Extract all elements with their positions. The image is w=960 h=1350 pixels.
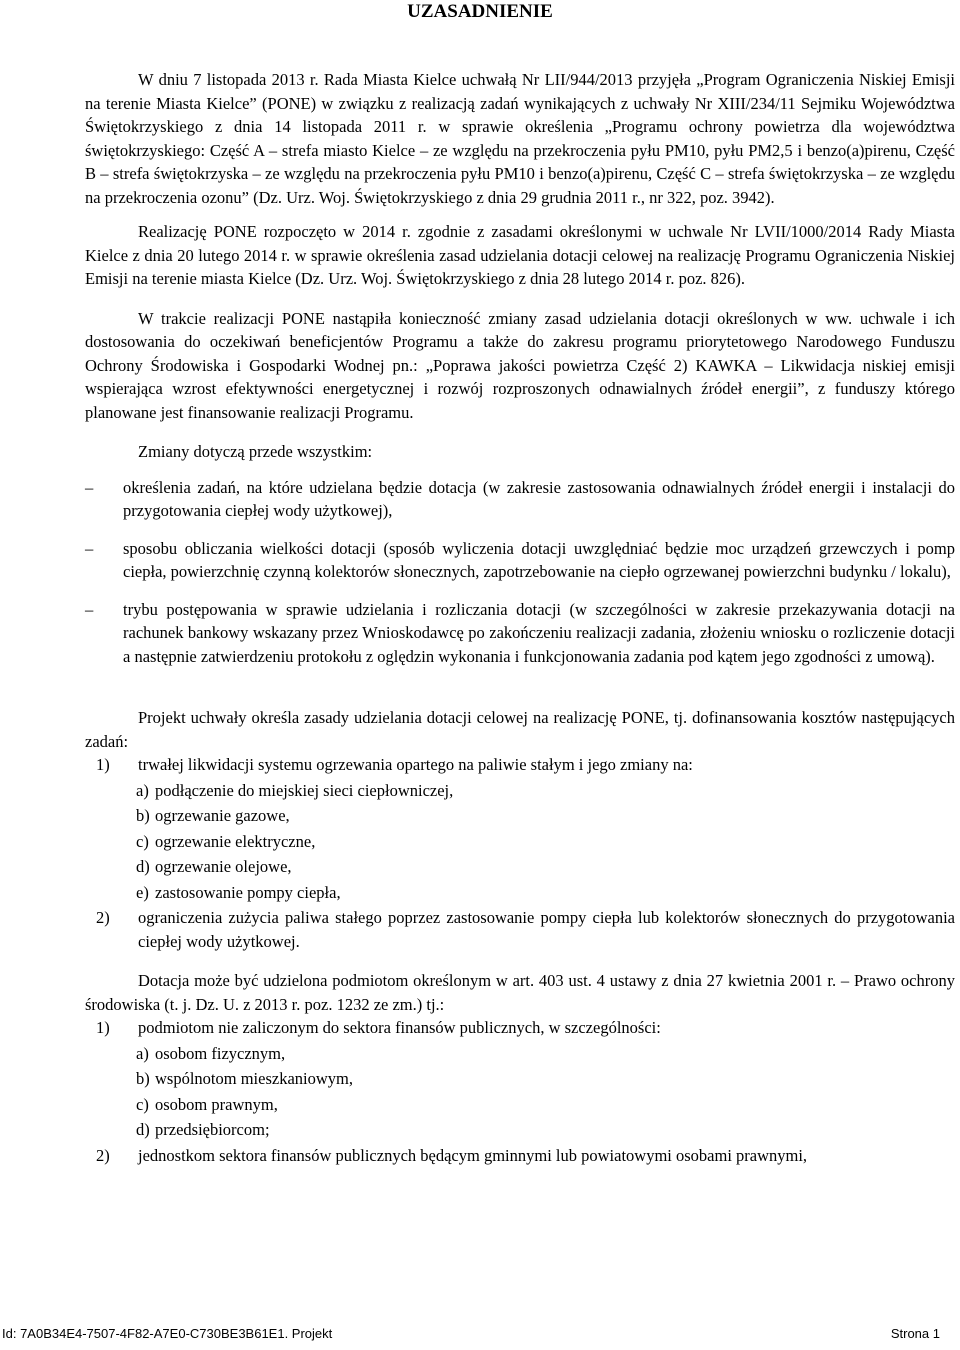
- list-letter: c): [136, 1094, 149, 1114]
- sub-list-item: [85, 779, 955, 803]
- list-item-text: ogrzewanie elektryczne,: [155, 831, 316, 851]
- entities-list: [85, 1016, 955, 1167]
- list-item-text: ogrzewanie olejowe,: [155, 857, 292, 876]
- list-number: 2): [96, 1145, 110, 1165]
- list-number: 1): [96, 1018, 110, 1037]
- list-item-text: podłączenie do miejskiej sieci ciepłowniczej,: [155, 780, 454, 800]
- paragraph-realization: Realizację PONE rozpoczęto w 2014 r. zgodnie z zasadami określonymi w uchwale Nr LVII/1000/2014 Rady Miasta Kielce z dnia 20 lutego 2014 r. w sprawie określenia zasad udzielania dotacji celowej na realizację Programu Ograniczenia Niskiej Emisji na terenie miasta Kielce (Dz. Urz. Woj. Świętokrzyskiego z dnia 28 lutego 2014 r. poz. 826).: [85, 222, 955, 288]
- list-letter: b): [136, 1069, 150, 1088]
- list-item-text: trybu postępowania w sprawie udzielania i rozliczania dotacji (w szczególności w zakresie przekazywania dotacji na rachunek bankowy wskazany przez Wnioskodawcę po zakończeniu realizacji zadania, złożeniu wniosku o rozliczenie dotacji a następnie zatwierdzeniu protokołu z oględzin wykonania i funkcjonowania zadania pod kątem jego zgodności z umową).: [123, 599, 955, 666]
- list-item-text: ograniczenia zużycia paliwa stałego poprzez zastosowanie pompy ciepła lub kolektorów słonecznych do przygotowania ciepłej wody użytkowej.: [138, 908, 955, 951]
- paragraph-changes-reason: W trakcie realizacji PONE nastąpiła konieczność zmiany zasad udzielania dotacji określonych w ww. uchwale i ich dostosowania do oczekiwań beneficjentów Programu a także do zakresu programu priorytetowego Narodowego Funduszu Ochrony Środowiska i Gospodarki Wodnej pn.: „Poprawa jakości powietrza Część 2) KAWKA – Likwidacja niskiej emisji wspierająca wzrost efektywności energetycznej i rozwój rozproszonych odnawialnych źródeł energii”, z funduszy którego planowane jest finansowanie realizacji Programu.: [85, 308, 955, 422]
- document-id: Id: 7A0B34E4-7507-4F82-A7E0-C730BE3B61E1. Projekt: [2, 1326, 333, 1341]
- list-item: [85, 598, 955, 669]
- sub-list-item: [85, 1067, 955, 1091]
- list-item-text: sposobu obliczania wielkości dotacji (sposób wyliczenia dotacji uwzględniać będzie moc urządzeń grzewczych i pomp ciepła, powierzchnię czynną kolektorów słonecznych, zapotrzebowanie na ciepło ogrzewanej powierzchni budynku / lokalu),: [123, 538, 955, 581]
- sub-list-item: [85, 1118, 955, 1142]
- list-item-text: osobom fizycznym,: [155, 1043, 286, 1063]
- document-body: [85, 68, 955, 1167]
- paragraph-project-scope: Projekt uchwały określa zasady udzielania dotacji celowej na realizację PONE, tj. dofinansowania kosztów następujących zadań:: [85, 708, 955, 751]
- list-item: [85, 476, 955, 523]
- list-letter: a): [136, 780, 149, 800]
- changes-list: [85, 476, 955, 669]
- list-item-text: jednostkom sektora finansów publicznych będącym gminnymi lub powiatowymi osobami prawnymi,: [138, 1145, 808, 1165]
- list-item: [85, 1144, 955, 1168]
- list-letter: a): [136, 1043, 149, 1063]
- sub-list-item: [85, 1093, 955, 1117]
- list-item: [85, 537, 955, 584]
- list-letter: d): [136, 1120, 150, 1139]
- list-item-text: osobom prawnym,: [155, 1094, 278, 1114]
- list-item-text: wspólnotom mieszkaniowym,: [155, 1069, 353, 1088]
- sub-list-item: [85, 881, 955, 905]
- tasks-list: [85, 753, 955, 953]
- list-item: [85, 753, 955, 777]
- paragraph-eligible-entities: Dotacja może być udzielona podmiotom określonym w art. 403 ust. 4 ustawy z dnia 27 kwietnia 2001 r. – Prawo ochrony środowiska (t. j. Dz. U. z 2013 r. poz. 1232 ze zm.) tj.:: [85, 971, 955, 1014]
- list-item-text: ogrzewanie gazowe,: [155, 806, 290, 825]
- list-item-text: określenia zadań, na które udzielana będzie dotacja (w zakresie zastosowania odnawialnych źródeł energii i instalacji do przygotowania ciepłej wody użytkowej),: [123, 477, 955, 520]
- page-number: Strona 1: [890, 1326, 940, 1341]
- list-letter: d): [136, 857, 150, 876]
- list-letter: b): [136, 806, 150, 825]
- list-item-text: przedsiębiorcom;: [155, 1120, 270, 1139]
- paragraph-changes-lead: Zmiany dotyczą przede wszystkim:: [138, 442, 373, 461]
- list-item-text: zastosowanie pompy ciepła,: [155, 882, 341, 902]
- sub-list-item: [85, 1042, 955, 1066]
- sub-list-item: [85, 855, 955, 879]
- list-item: [85, 906, 955, 953]
- dash-marker: –: [85, 599, 94, 619]
- list-letter: c): [136, 831, 149, 851]
- paragraph-intro: W dniu 7 listopada 2013 r. Rada Miasta Kielce uchwałą Nr LII/944/2013 przyjęła „Program Ograniczenia Niskiej Emisji na terenie Miasta Kielce” (PONE) w związku z realizacją zadań wynikających z uchwały Nr XIII/234/11 Sejmiku Województwa Świętokrzyskiego z dnia 14 listopada 2011 r. w sprawie określenia „Programu ochrony powietrza dla województwa świętokrzyskiego: Część A – strefa miasto Kielce – ze względu na przekroczenia pyłu PM10, pyłu PM2,5 i benzo(a)pirenu, Część B – strefa świętokrzyska – ze względu na przekroczenia pyłu PM10 i benzo(a)pirenu, Część C – strefa świętokrzyska – ze względu na przekroczenia ozonu” (Dz. Urz. Woj. Świętokrzyskiego z dnia 29 grudnia 2011 r., nr 322, poz. 3942).: [85, 70, 955, 207]
- list-letter: e): [136, 882, 149, 902]
- list-number: 2): [96, 908, 110, 927]
- dash-marker: –: [85, 477, 94, 497]
- sub-list-item: [85, 830, 955, 854]
- list-item-text: trwałej likwidacji systemu ogrzewania opartego na paliwie stałym i jego zmiany na:: [138, 755, 693, 774]
- page-title: UZASADNIENIE: [407, 1, 553, 22]
- list-item-text: podmiotom nie zaliczonym do sektora finansów publicznych, w szczególności:: [138, 1018, 661, 1037]
- list-number: 1): [96, 755, 110, 774]
- list-item: [85, 1016, 955, 1040]
- dash-marker: –: [85, 538, 94, 558]
- sub-list-item: [85, 804, 955, 828]
